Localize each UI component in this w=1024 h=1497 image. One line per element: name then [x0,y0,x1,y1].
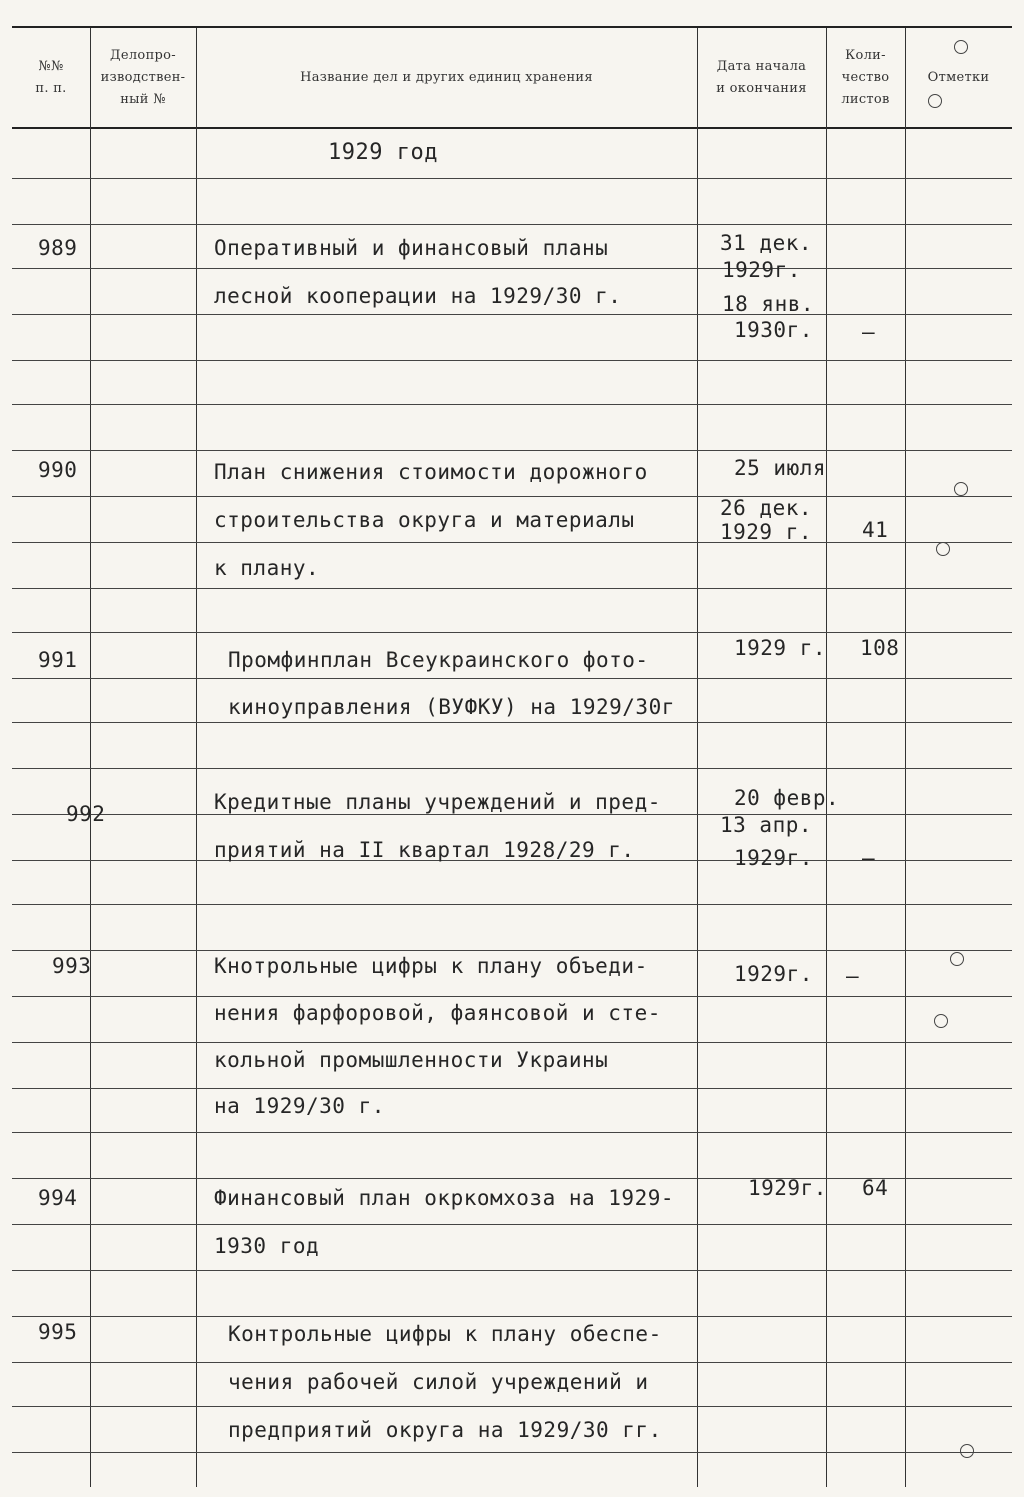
row-rule [12,632,1012,633]
row-rule [12,1224,1012,1225]
row-rule [12,1042,1012,1043]
record-title-line: Контрольные цифры к плану обеспе- [228,1322,662,1346]
divider-1 [90,28,91,1487]
record-number: 990 [38,458,78,482]
row-rule [12,1316,1012,1317]
row-rule [12,814,1012,815]
divider-2 [196,28,197,1487]
record-date: 13 апр. [720,813,813,837]
circle-mark-icon [960,1444,974,1458]
row-rule [12,224,1012,225]
divider-4 [826,28,827,1487]
record-date: 1929г. [734,846,813,870]
record-title-line: Оперативный и финансовый планы [214,236,609,260]
record-title-line: кольной промышленности Украины [214,1048,609,1072]
circle-mark-icon [936,542,950,556]
record-title-line: предприятий округа на 1929/30 гг. [228,1418,662,1442]
record-date: 31 дек. [720,231,813,255]
record-title-line: Кредитные планы учреждений и пред- [214,790,661,814]
header-bottom-border [12,127,1012,129]
divider-5 [905,28,906,1487]
record-date: 25 июля [734,456,827,480]
header-dates: Дата начала и окончания [716,59,807,96]
row-rule [12,268,1012,269]
record-title-line: строительства округа и материалы [214,508,635,532]
header-office-num: Делопро- изводствен- ный № [100,48,186,107]
record-number: 993 [52,954,92,978]
top-border [12,26,1012,28]
row-rule [12,178,1012,179]
row-rule [12,404,1012,405]
record-date: 20 февр. [734,786,840,810]
year-heading: 1929 год [328,140,438,165]
record-title-line: План снижения стоимости дорожного [214,460,648,484]
record-date: 1929г. [722,258,801,282]
row-rule [12,450,1012,451]
header-title: Название дел и других единиц хранения [300,70,593,85]
record-date: 18 янв. [722,292,815,316]
row-rule [12,678,1012,679]
record-date: 1929 г. [720,520,813,544]
circle-mark-icon [928,94,942,108]
record-title-line: Финансовый план окркомхоза на 1929- [214,1186,675,1210]
record-number: 994 [38,1186,78,1210]
record-number: 989 [38,236,78,260]
circle-mark-icon [954,482,968,496]
row-rule [12,542,1012,543]
record-title-line: нения фарфоровой, фаянсовой и сте- [214,1001,661,1025]
record-title-line: на 1929/30 г. [214,1094,385,1118]
record-title-line: 1930 год [214,1234,320,1258]
row-rule [12,722,1012,723]
record-date: 26 дек. [720,496,813,520]
record-date: 1929г. [748,1176,827,1200]
record-title-line: киноуправления (ВУФКУ) на 1929/30г [228,695,675,719]
record-title-line: чения рабочей силой учреждений и [228,1370,649,1394]
record-sheets: – [846,964,860,988]
row-rule [12,1452,1012,1453]
record-title-line: Промфинплан Всеукраинского фото- [228,648,649,672]
record-title-line: Кнотрольные цифры к плану объеди- [214,954,648,978]
circle-mark-icon [950,952,964,966]
record-title-line: приятий на II квартал 1928/29 г. [214,838,635,862]
row-rule [12,1406,1012,1407]
row-rule [12,314,1012,315]
circle-mark-icon [954,40,968,54]
circle-mark-icon [934,1014,948,1028]
record-title-line: лесной кооперации на 1929/30 г. [214,284,622,308]
record-date: 1929 г. [734,636,827,660]
record-date: 1929г. [734,962,813,986]
row-rule [12,1132,1012,1133]
row-rule [12,904,1012,905]
row-rule [12,996,1012,997]
divider-3 [697,28,698,1487]
record-sheets: 41 [862,518,889,542]
row-rule [12,588,1012,589]
row-rule [12,1362,1012,1363]
header-num: №№ п. п. [35,59,67,96]
record-number: 991 [38,648,78,672]
row-rule [12,360,1012,361]
record-number: 995 [38,1320,78,1344]
record-sheets: – [862,320,876,344]
header-sheets: Коли- чество листов [841,48,890,107]
row-rule [12,768,1012,769]
record-date: 1930г. [734,318,813,342]
row-rule [12,496,1012,497]
record-sheets: 108 [860,636,900,660]
record-sheets: – [862,846,876,870]
row-rule [12,950,1012,951]
header-notes: Отметки [927,70,990,85]
record-sheets: 64 [862,1176,889,1200]
record-number: 992 [66,802,106,826]
record-title-line: к плану. [214,556,320,580]
row-rule [12,1088,1012,1089]
row-rule [12,1270,1012,1271]
